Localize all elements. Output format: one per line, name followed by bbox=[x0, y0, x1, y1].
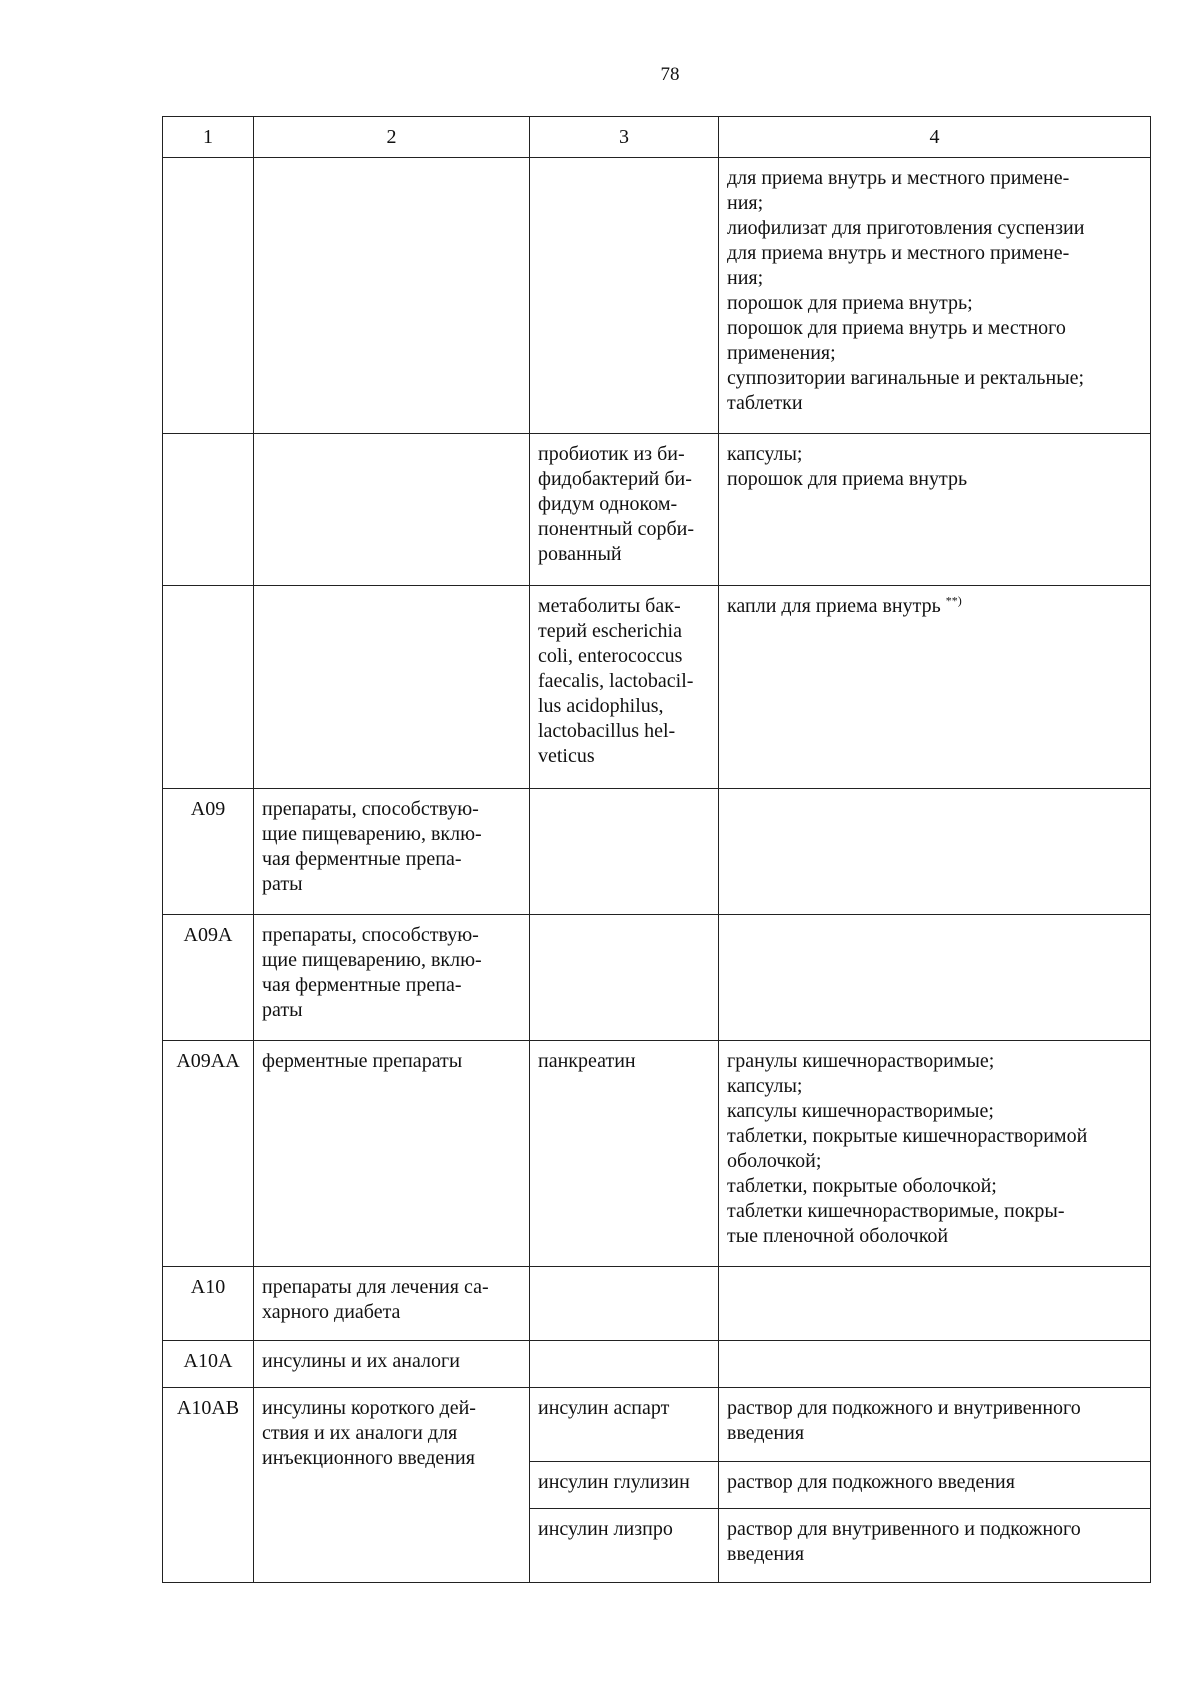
atc-code-cell: A10AB bbox=[163, 1388, 254, 1583]
drug-cell bbox=[530, 1341, 719, 1388]
dosage-forms-cell: раствор для внутривенного и подкожного введения bbox=[719, 1509, 1151, 1583]
table-row bbox=[163, 1041, 1151, 1267]
drug-cell: инсулин глулизин bbox=[530, 1462, 719, 1509]
group-cell bbox=[254, 434, 530, 586]
header-cell: 1 bbox=[163, 117, 254, 158]
drug-cell: метаболиты бак- терий escherichia coli, enterococcus faecalis, lactobacil- lus acidophilus, lactobacillus hel- veticus bbox=[530, 586, 719, 789]
group-cell bbox=[254, 586, 530, 789]
group-cell bbox=[254, 158, 530, 434]
table-row bbox=[163, 586, 1151, 789]
dosage-forms-cell: капсулы; порошок для приема внутрь bbox=[719, 434, 1151, 586]
table-header-row bbox=[163, 117, 1151, 158]
drug-cell: панкреатин bbox=[530, 1041, 719, 1267]
atc-code-cell: A09 bbox=[163, 789, 254, 915]
header-cell: 2 bbox=[254, 117, 530, 158]
dosage-forms-cell bbox=[719, 915, 1151, 1041]
atc-code-cell: A09A bbox=[163, 915, 254, 1041]
drug-cell: пробиотик из би- фидобактерий би- фидум одноком- понентный сорби- рованный bbox=[530, 434, 719, 586]
table-row bbox=[163, 1388, 1151, 1462]
group-cell: препараты, способствую- щие пищеварению, вклю- чая ферментные препа- раты bbox=[254, 789, 530, 915]
drug-cell: инсулин лизпро bbox=[530, 1509, 719, 1583]
dosage-forms-cell bbox=[719, 1341, 1151, 1388]
atc-code-cell: A09AA bbox=[163, 1041, 254, 1267]
table-row bbox=[163, 915, 1151, 1041]
table-row bbox=[163, 1341, 1151, 1388]
dosage-forms-cell: для приема внутрь и местного примене- ния; лиофилизат для приготовления суспензии для приема внутрь и местного примене- ния; порошок для приема внутрь; порошок для приема внутрь и местного применения; суппозитории вагинальные и ректальные; таблетки bbox=[719, 158, 1151, 434]
table-row bbox=[163, 158, 1151, 434]
group-cell: инсулины и их аналоги bbox=[254, 1341, 530, 1388]
group-cell: препараты, способствую- щие пищеварению, вклю- чая ферментные препа- раты bbox=[254, 915, 530, 1041]
drug-cell bbox=[530, 789, 719, 915]
group-cell: инсулины короткого дей- ствия и их аналоги для инъекционного введения bbox=[254, 1388, 530, 1583]
footnote-marker: **) bbox=[945, 593, 962, 608]
dosage-forms-cell bbox=[719, 586, 1151, 789]
atc-code-cell: A10 bbox=[163, 1267, 254, 1341]
dosage-forms-cell: гранулы кишечнорастворимые; капсулы; капсулы кишечнорастворимые; таблетки, покрытые кишечнорастворимой оболочкой; таблетки, покрытые оболочкой; таблетки кишечнорастворимые, покры- тые пленочной оболочкой bbox=[719, 1041, 1151, 1267]
header-cell: 4 bbox=[719, 117, 1151, 158]
drug-cell: инсулин аспарт bbox=[530, 1388, 719, 1462]
drug-cell bbox=[530, 915, 719, 1041]
drug-cell bbox=[530, 1267, 719, 1341]
dosage-forms-text: капли для приема внутрь bbox=[727, 595, 941, 617]
dosage-forms-cell: раствор для подкожного введения bbox=[719, 1462, 1151, 1509]
dosage-forms-cell bbox=[719, 789, 1151, 915]
dosage-forms-cell: раствор для подкожного и внутривенного введения bbox=[719, 1388, 1151, 1462]
drug-table bbox=[162, 116, 1151, 1583]
atc-code-cell bbox=[163, 158, 254, 434]
page-number: 78 bbox=[660, 64, 680, 85]
atc-code-cell bbox=[163, 434, 254, 586]
table-row bbox=[163, 434, 1151, 586]
atc-code-cell bbox=[163, 586, 254, 789]
table-row bbox=[163, 789, 1151, 915]
drug-cell bbox=[530, 158, 719, 434]
header-cell: 3 bbox=[530, 117, 719, 158]
group-cell: ферментные препараты bbox=[254, 1041, 530, 1267]
dosage-forms-cell bbox=[719, 1267, 1151, 1341]
atc-code-cell: A10A bbox=[163, 1341, 254, 1388]
table-row bbox=[163, 1267, 1151, 1341]
group-cell: препараты для лечения са- харного диабета bbox=[254, 1267, 530, 1341]
